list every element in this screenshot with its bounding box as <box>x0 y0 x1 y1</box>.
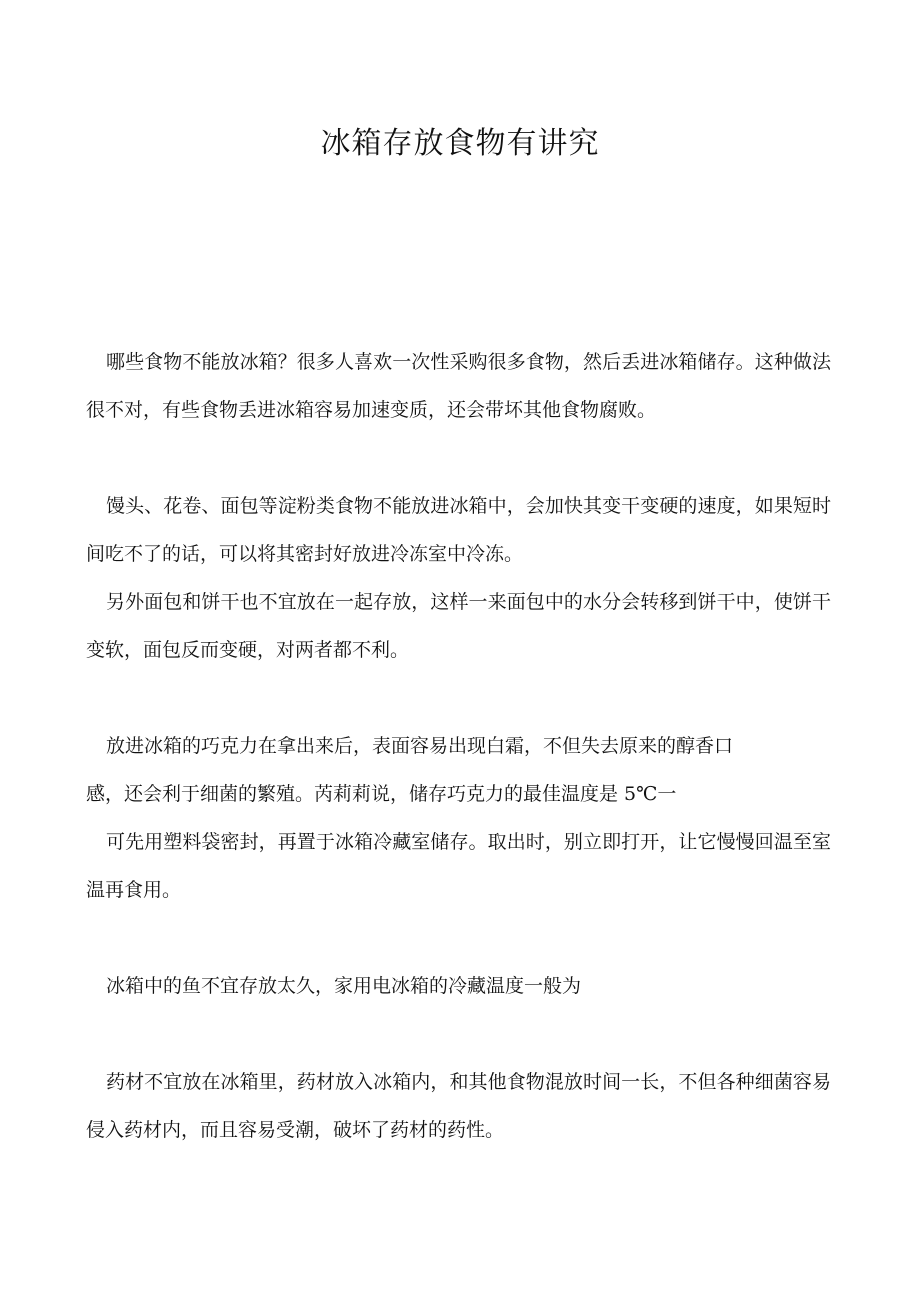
paragraph-chocolate-line-2: 感，还会利于细菌的繁殖。芮莉莉说，储存巧克力的最佳温度是 5℃一 <box>86 783 677 805</box>
paragraph-chocolate-line-1: 放进冰箱的巧克力在拿出来后，表面容易出现白霜，不但失去原来的醇香口 <box>106 735 734 757</box>
paragraph-bread-and-biscuits: 另外面包和饼干也不宜放在一起存放，这样一来面包中的水分会转移到饼干中，使饼干变软，面包反而变硬，对两者都不利。 <box>86 591 831 661</box>
paragraph-foods-not-for-fridge: 哪些食物不能放冰箱？很多人喜欢一次性采购很多食物，然后丢进冰箱储存。这种做法很不对，有些食物丢进冰箱容易加速变质，还会带坏其他食物腐败。 <box>86 351 831 421</box>
paragraph-medicinal-herbs: 药材不宜放在冰箱里，药材放入冰箱内，和其他食物混放时间一长，不但各种细菌容易侵入药材内，而且容易受潮，破坏了药材的药性。 <box>86 1071 831 1141</box>
paragraph-starchy-foods: 馒头、花卷、面包等淀粉类食物不能放进冰箱中，会加快其变干变硬的速度，如果短时间吃不了的话，可以将其密封好放进冷冻室中冷冻。 <box>86 495 831 565</box>
document-title: 冰箱存放食物有讲究 <box>320 126 600 161</box>
paragraph-fish-storage: 冰箱中的鱼不宜存放太久，家用电冰箱的冷藏温度一般为 <box>106 975 582 997</box>
paragraph-chocolate-storage: 可先用塑料袋密封，再置于冰箱冷藏室储存。取出时，别立即打开，让它慢慢回温至室温再食用。 <box>86 831 831 901</box>
